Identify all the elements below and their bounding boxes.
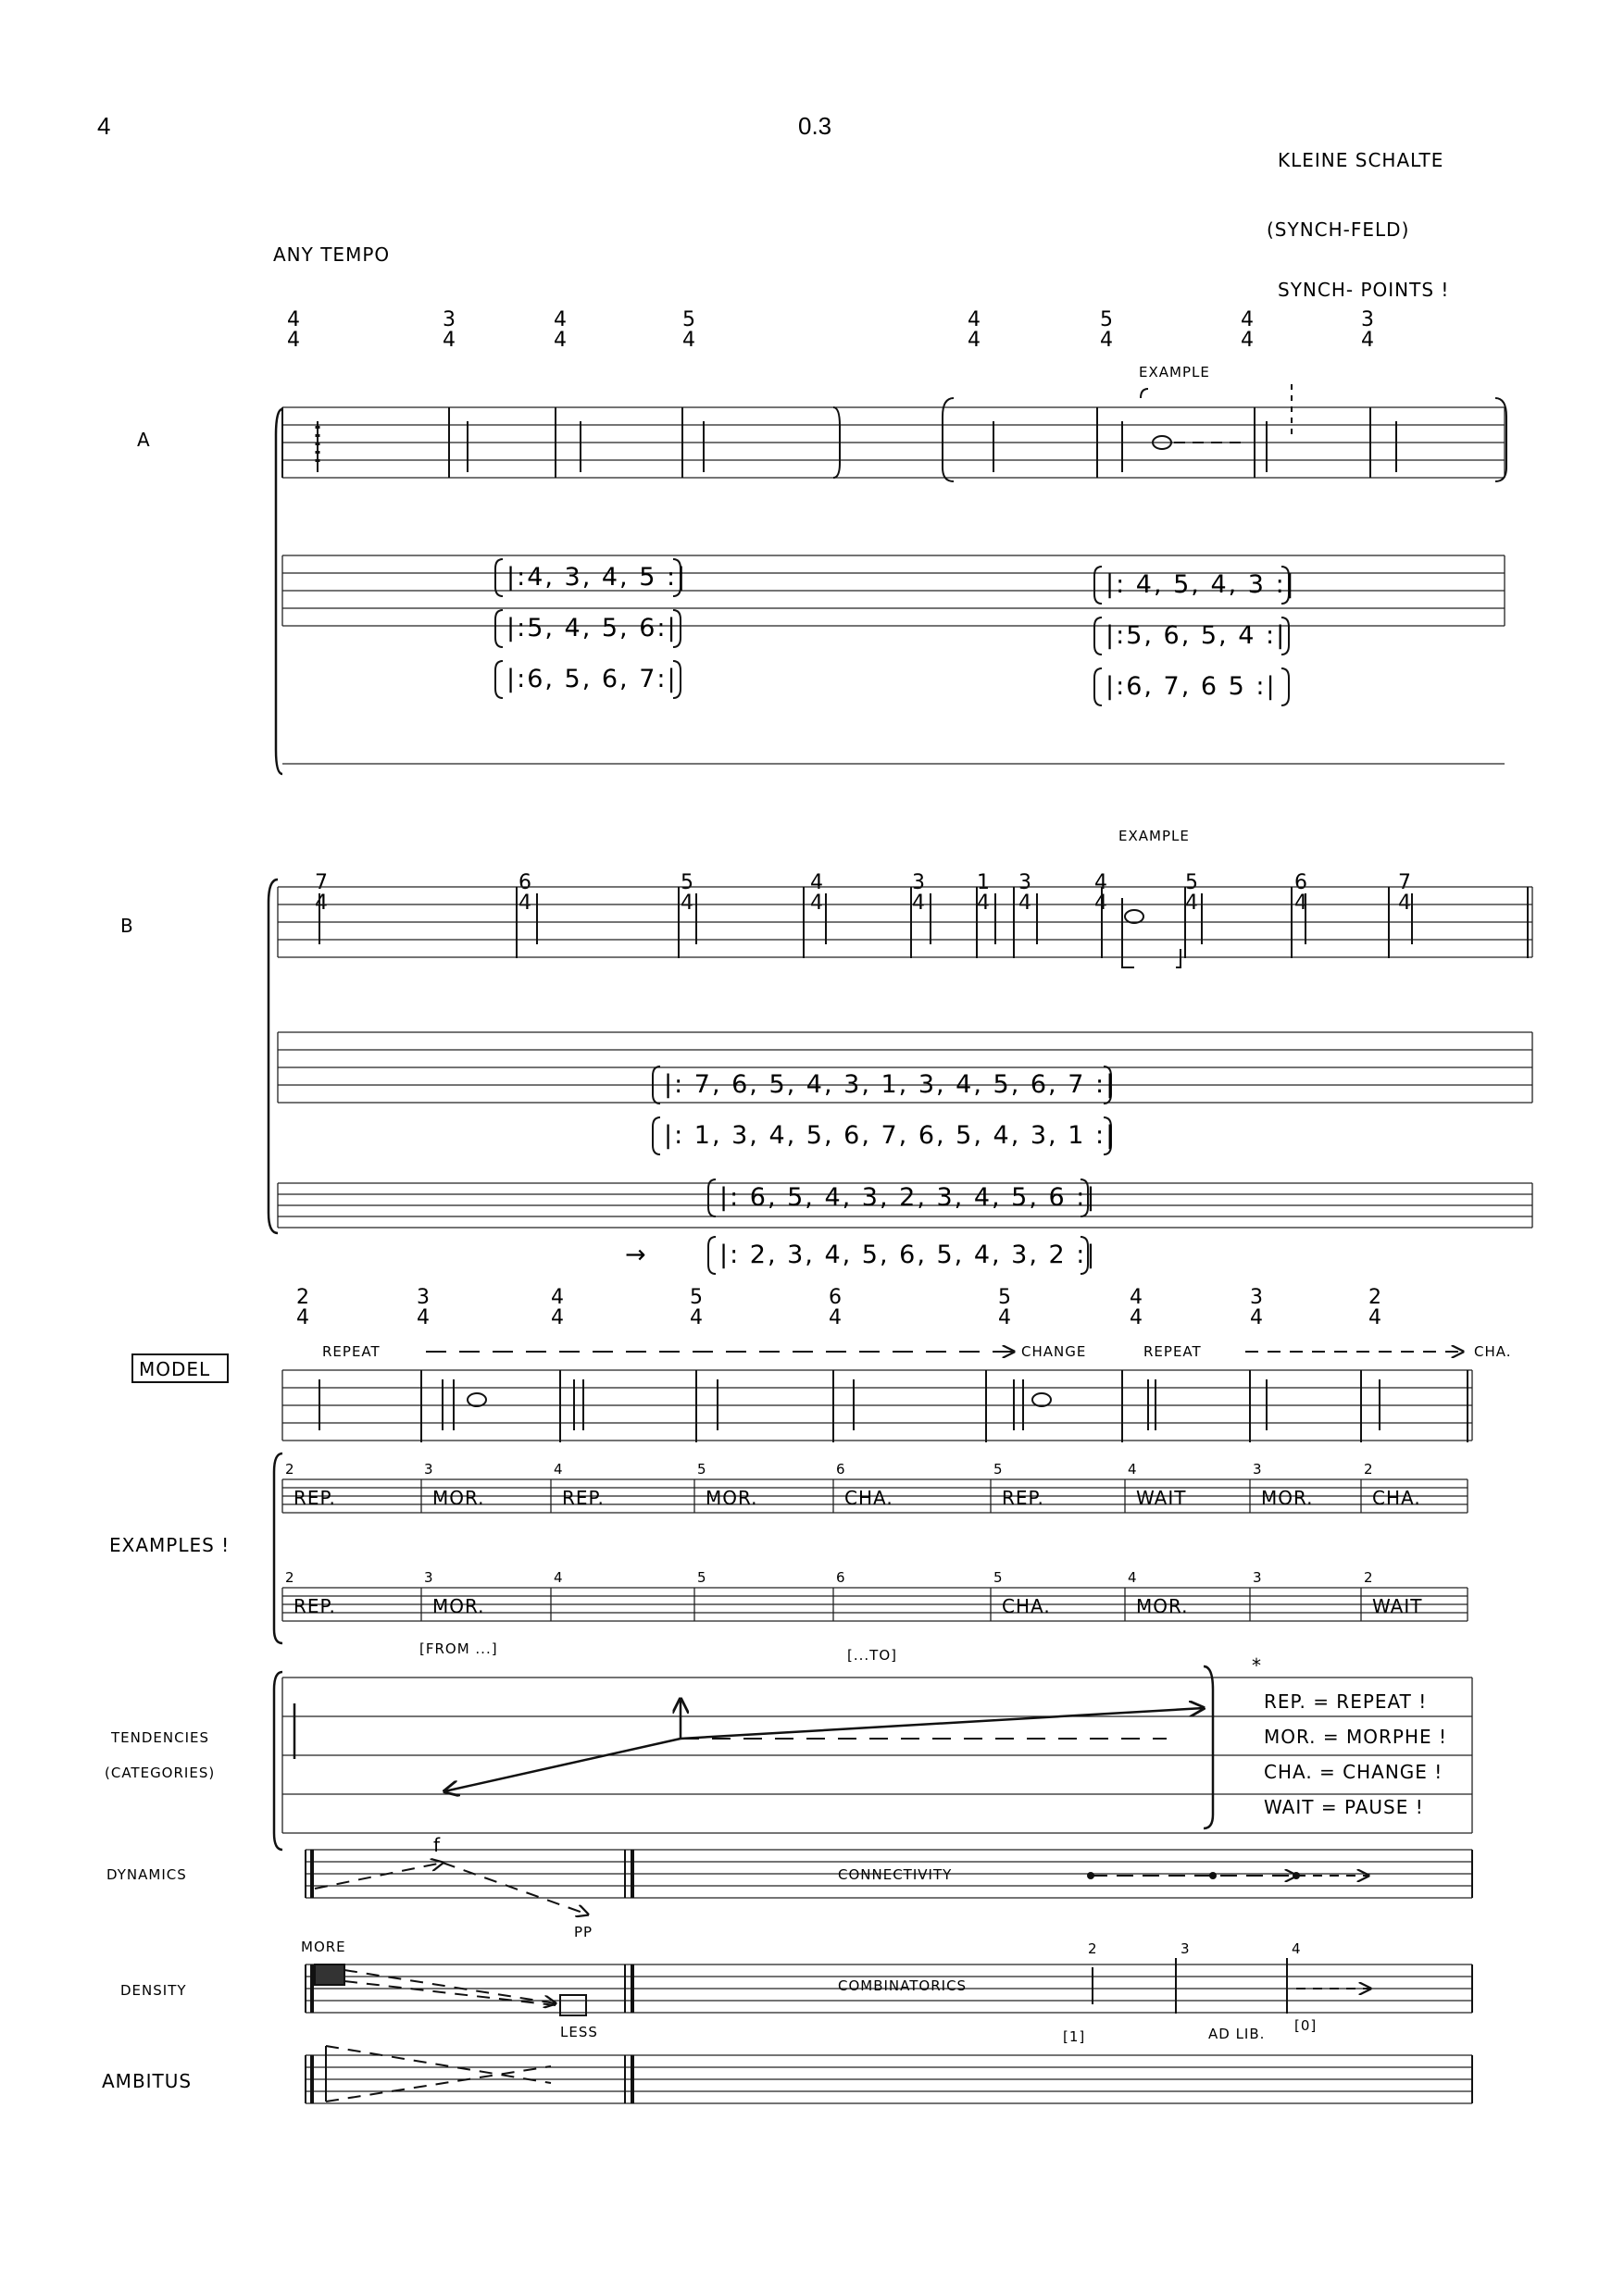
timesig-denominator: 4 [551, 1306, 564, 1329]
example-cell: REP. [294, 1487, 336, 1509]
tendencies-label-2: (CATEGORIES) [105, 1765, 216, 1781]
example-number: 5 [697, 1569, 707, 1586]
sequence-text: |: 2, 3, 4, 5, 6, 5, 4, 3, 2 :| [719, 1241, 1097, 1269]
model-repeat-2: REPEAT [1143, 1343, 1202, 1360]
system-b-label: B [120, 915, 134, 937]
model-repeat-1: REPEAT [322, 1343, 381, 1360]
legend-entry: MOR. = MORPHE ! [1264, 1726, 1448, 1748]
example-number: 6 [836, 1461, 846, 1478]
model-change: CHANGE [1021, 1343, 1087, 1360]
system-a [137, 308, 1506, 774]
timesig-denominator: 4 [912, 892, 925, 915]
density-num-3: 3 [1181, 1940, 1191, 1957]
header-note-3: SYNCH- POINTS ! [1278, 279, 1450, 301]
sequence-bracket-left [1094, 668, 1102, 705]
timesig-numerator: 4 [1241, 308, 1254, 331]
system-a-timesigs-left [287, 308, 695, 352]
example-number: 2 [285, 1569, 295, 1586]
example-number: 5 [993, 1461, 1004, 1478]
timesig-denominator: 4 [417, 1306, 430, 1329]
timesig-denominator: 4 [829, 1306, 842, 1329]
system-b-timesigs [315, 871, 1411, 915]
example-number: 6 [836, 1569, 846, 1586]
tendencies-lines [294, 1666, 1213, 1828]
example-cell: WAIT [1372, 1595, 1423, 1617]
legend-entry: WAIT = PAUSE ! [1264, 1796, 1424, 1818]
tendencies-bracket [274, 1672, 282, 1850]
timesig-denominator: 4 [1130, 1306, 1143, 1329]
sequence-text: |:5, 6, 5, 4 :| [1106, 621, 1287, 650]
timesig-denominator: 4 [1294, 892, 1307, 915]
example-cell: MOR. [706, 1487, 758, 1509]
dynamics-section [106, 1834, 1472, 1940]
timesig-denominator: 4 [968, 329, 981, 352]
timesig-numerator: 5 [690, 1286, 703, 1309]
model-timesigs [296, 1286, 1381, 1329]
timesig-numerator: 4 [551, 1286, 564, 1309]
example-cell: CHA. [844, 1487, 893, 1509]
timesig-numerator: 6 [1294, 871, 1307, 894]
timesig-denominator: 4 [681, 892, 693, 915]
system-a-sequences [495, 559, 1296, 705]
sequence-text: |:6, 7, 6 5 :| [1106, 672, 1277, 701]
example-cell: REP. [294, 1595, 336, 1617]
example-cell: MOR. [1261, 1487, 1314, 1509]
sequence-text: |: 4, 5, 4, 3 :| [1106, 570, 1296, 599]
tendencies-label-1: TENDENCIES [111, 1729, 210, 1746]
page-number: 4 [97, 112, 111, 140]
timesig-numerator: 5 [682, 308, 695, 331]
example-number: 3 [424, 1461, 434, 1478]
timesig-denominator: 4 [287, 329, 300, 352]
timesig-numerator: 5 [1100, 308, 1113, 331]
system-a-bracket [276, 409, 282, 774]
example-number: 3 [1253, 1461, 1263, 1478]
sequence-text: |: 7, 6, 5, 4, 3, 1, 3, 4, 5, 6, 7 :| [664, 1070, 1117, 1099]
sequence-bracket-left [1094, 567, 1102, 604]
timesig-denominator: 4 [315, 892, 328, 915]
density-less: LESS [560, 2024, 598, 2040]
header-note-1: KLEINE SCHALTE [1278, 149, 1444, 171]
dynamics-connectivity: CONNECTIVITY [838, 1866, 953, 1883]
example-number: 4 [554, 1569, 564, 1586]
examples-row-2 [282, 1569, 1468, 1621]
sequence-bracket-left [708, 1179, 716, 1216]
timesig-numerator: 4 [810, 871, 823, 894]
system-a-staff-2 [282, 555, 1505, 626]
model-measures [319, 1370, 1468, 1442]
timesig-denominator: 4 [1398, 892, 1411, 915]
density-label: DENSITY [120, 1982, 187, 1999]
timesig-denominator: 4 [1361, 329, 1374, 352]
model-cha: CHA. [1474, 1343, 1512, 1360]
density-ad-lib: AD LIB. [1208, 2026, 1266, 2042]
timesig-numerator: 4 [1094, 871, 1107, 894]
timesig-denominator: 4 [1100, 329, 1113, 352]
sequence-text: |:6, 5, 6, 7:| [506, 665, 678, 693]
example-number: 5 [993, 1569, 1004, 1586]
tempo-marking: ANY TEMPO [273, 243, 391, 266]
ambitus-staff [306, 2055, 1472, 2103]
timesig-denominator: 4 [518, 892, 531, 915]
sequence-text: |: 1, 3, 4, 5, 6, 7, 6, 5, 4, 3, 1 :| [664, 1121, 1117, 1150]
system-b-sequences [653, 1066, 1116, 1274]
model-label: MODEL [139, 1358, 211, 1380]
timesig-numerator: 5 [998, 1286, 1011, 1309]
density-more: MORE [301, 1939, 346, 1955]
timesig-numerator: 3 [1018, 871, 1031, 894]
sequence-bracket-left [495, 610, 503, 647]
timesig-numerator: 4 [1130, 1286, 1143, 1309]
timesig-denominator: 4 [810, 892, 823, 915]
tendencies-legend [1264, 1690, 1447, 1818]
density-num-4: 4 [1292, 1940, 1302, 1957]
legend-entry: REP. = REPEAT ! [1264, 1690, 1428, 1713]
timesig-numerator: 4 [968, 308, 981, 331]
example-cell: MOR. [432, 1487, 485, 1509]
density-combinatorics: COMBINATORICS [838, 1977, 968, 1994]
timesig-numerator: 2 [1368, 1286, 1381, 1309]
timesig-denominator: 4 [1241, 329, 1254, 352]
timesig-denominator: 4 [443, 329, 456, 352]
timesig-numerator: 6 [518, 871, 531, 894]
sequence-bracket-left [495, 661, 503, 698]
dynamics-f: f [433, 1834, 442, 1856]
density-section [120, 1939, 1472, 2045]
density-num-2: 2 [1088, 1940, 1098, 1957]
example-cell: MOR. [432, 1595, 485, 1617]
example-cell: CHA. [1372, 1487, 1421, 1509]
tendencies-asterisk: * [1252, 1654, 1262, 1677]
sequence-bracket-right [1281, 668, 1289, 705]
example-number: 3 [1253, 1569, 1263, 1586]
examples-row-1 [282, 1461, 1468, 1513]
example-cell: MOR. [1136, 1595, 1189, 1617]
ambitus-lines [326, 2046, 551, 2102]
density-bracket-0: [0] [1294, 2017, 1318, 2034]
timesig-numerator: 3 [417, 1286, 430, 1309]
sequence-text: |:5, 4, 5, 6:| [506, 614, 678, 642]
system-b-staff-1 [278, 887, 1532, 957]
timesig-numerator: 3 [1361, 308, 1374, 331]
example-cell: WAIT [1136, 1487, 1187, 1509]
density-bracket-1: [1] [1063, 2028, 1086, 2045]
examples-label: EXAMPLES ! [109, 1534, 231, 1556]
system-a-timesigs-right [968, 308, 1374, 352]
example-number: 5 [697, 1461, 707, 1478]
example-number: 2 [1364, 1569, 1374, 1586]
timesig-denominator: 4 [1094, 892, 1107, 915]
timesig-denominator: 4 [1368, 1306, 1381, 1329]
system-b [120, 828, 1532, 1274]
sequence-bracket-left [653, 1117, 660, 1154]
timesig-denominator: 4 [682, 329, 695, 352]
tendencies-section [105, 1654, 1472, 1850]
sequence-bracket-left [708, 1237, 716, 1274]
system-a-measures [282, 384, 1506, 481]
timesig-numerator: 4 [287, 308, 300, 331]
ambitus-label: AMBITUS [102, 2070, 193, 2092]
example-number: 2 [285, 1461, 295, 1478]
timesig-denominator: 4 [554, 329, 567, 352]
timesig-denominator: 4 [296, 1306, 309, 1329]
timesig-numerator: 3 [1250, 1286, 1263, 1309]
model-section [132, 1286, 1512, 1442]
system-b-bracket [269, 879, 278, 1233]
timesig-numerator: 7 [315, 871, 328, 894]
model-staff [282, 1370, 1472, 1441]
examples-section [109, 1453, 1468, 1664]
example-cell: REP. [1002, 1487, 1044, 1509]
example-cell: REP. [562, 1487, 605, 1509]
timesig-numerator: 5 [681, 871, 693, 894]
sequence-text: |: 6, 5, 4, 3, 2, 3, 4, 5, 6 :| [719, 1183, 1097, 1212]
timesig-numerator: 6 [829, 1286, 842, 1309]
sequence-text: |:4, 3, 4, 5 :| [506, 563, 688, 592]
system-a-staff-1 [282, 407, 1505, 478]
example-number: 3 [424, 1569, 434, 1586]
dynamics-label: DYNAMICS [106, 1866, 187, 1883]
timesig-denominator: 4 [977, 892, 990, 915]
system-b-example-label: EXAMPLE [1118, 828, 1190, 844]
example-cell: CHA. [1002, 1595, 1051, 1617]
example-number: 4 [554, 1461, 564, 1478]
examples-bracket [274, 1453, 282, 1643]
timesig-numerator: 5 [1185, 871, 1198, 894]
timesig-denominator: 4 [1250, 1306, 1263, 1329]
example-number: 2 [1364, 1461, 1374, 1478]
section-number: 0.3 [798, 112, 832, 140]
examples-to: [...TO] [847, 1647, 897, 1664]
system-a-label: A [137, 429, 151, 451]
legend-entry: CHA. = CHANGE ! [1264, 1761, 1443, 1783]
header-note-2: (SYNCH-FELD) [1267, 218, 1410, 241]
timesig-numerator: 4 [554, 308, 567, 331]
dynamics-pp: PP [574, 1924, 593, 1940]
ambitus-section [102, 2046, 1472, 2103]
timesig-denominator: 4 [998, 1306, 1011, 1329]
timesig-numerator: 1 [977, 871, 990, 894]
examples-from: [FROM ...] [419, 1640, 498, 1657]
timesig-numerator: 3 [912, 871, 925, 894]
timesig-denominator: 4 [690, 1306, 703, 1329]
timesig-denominator: 4 [1018, 892, 1031, 915]
timesig-numerator: 7 [1398, 871, 1411, 894]
timesig-numerator: 3 [443, 308, 456, 331]
sequence-bracket-left [1094, 617, 1102, 655]
system-a-example-label: EXAMPLE [1139, 364, 1210, 380]
example-number: 4 [1128, 1569, 1138, 1586]
timesig-numerator: 2 [296, 1286, 309, 1309]
example-number: 4 [1128, 1461, 1138, 1478]
timesig-denominator: 4 [1185, 892, 1198, 915]
system-b-arrow: → [625, 1241, 648, 1269]
